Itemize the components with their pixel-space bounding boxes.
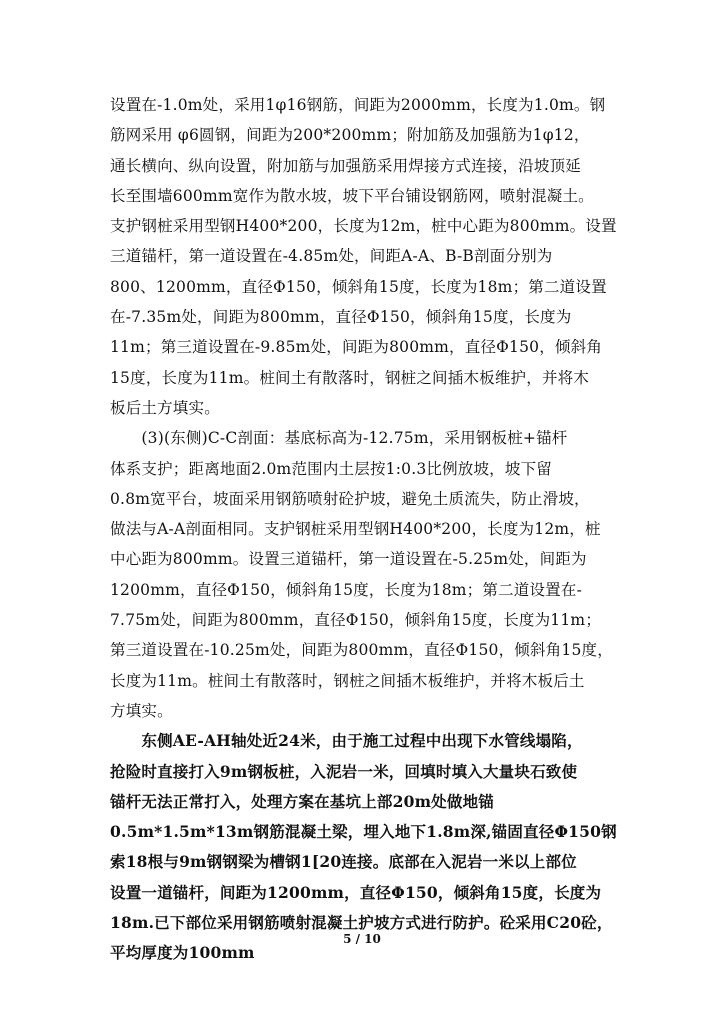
text-line: 1200mm，直径Φ150，倾斜角15度，长度为18m；第二道设置在- — [110, 580, 583, 599]
text-line: 筋网采用 φ6圆钢，间距为200*200mm；附加筋及加强筋为1φ12， — [110, 126, 590, 145]
text-line: 通长横向、纵向设置，附加筋与加强筋采用焊接方式连接，沿坡顶延 — [110, 156, 582, 175]
paragraph-retaining-details — [110, 90, 622, 423]
text-line: 长至围墙600mm宽作为散水坡，坡下平台铺设钢筋网，喷射混凝土。 — [110, 186, 594, 205]
text-line: 0.5m*1.5m*13m钢筋混凝土梁，埋入地下1.8m深,锚固直径Φ150钢 — [110, 822, 617, 842]
text-line: 长度为11m。桩间土有散落时，钢桩之间插木板维护，并将木板后土 — [110, 671, 585, 690]
text-line: 平均厚度为100mm — [110, 943, 255, 963]
text-line: 第三道设置在-10.25m处，间距为800mm，直径Φ150，倾斜角15度， — [110, 641, 613, 660]
text-line: 设置在-1.0m处，采用1φ16钢筋，间距为2000mm，长度为1.0m。钢 — [110, 96, 606, 114]
text-line: 体系支护；距离地面2.0m范围内土层按1:0.3比例放坡，坡下留 — [110, 459, 552, 478]
text-line: 中心距为800mm。设置三道锚杆，第一道设置在-5.25m处，间距为 — [110, 550, 587, 569]
text-line: 抢险时直接打入9m钢板桩，入泥岩一米，回填时填入大量块石致使 — [110, 761, 578, 781]
text-line: 设置一道锚杆，间距为1200mm，直径Φ150，倾斜角15度，长度为 — [110, 882, 602, 902]
page-number: 5 / 10 — [343, 932, 381, 946]
paragraph-east-section-cc — [110, 423, 622, 726]
text-line: 支护钢桩采用型钢H400*200，长度为12m，桩中心距为800mm。设置 — [110, 217, 617, 236]
text-line: 板后土方填实。 — [110, 398, 220, 417]
text-line: 15度，长度为11m。桩间土有散落时，钢桩之间插木板维护，并将木 — [110, 368, 590, 387]
text-line: 在-7.35m处，间距为800mm，直径Φ150，倾斜角15度，长度为 — [110, 308, 572, 327]
text-line: 0.8m宽平台，坡面采用钢筋喷射砼护坡，避免土质流失，防止滑坡， — [110, 489, 590, 508]
text-line: 三道锚杆，第一道设置在-4.85m处，间距A-A、B-B剖面分别为 — [110, 247, 553, 266]
text-line: 做法与A-A剖面相同。支护钢桩采用型钢H400*200，长度为12m，桩 — [110, 520, 601, 539]
text-line: 7.75m处，间距为800mm，直径Φ150，倾斜角15度，长度为11m； — [110, 611, 602, 630]
text-line: 索18根与9m钢钢梁为槽钢1[20连接。底部在入泥岩一米以上部位 — [110, 852, 577, 872]
text-line: 锚杆无法正常打入，处理方案在基坑上部20m处做地锚 — [110, 791, 494, 811]
text-line: 11m；第三道设置在-9.85m处，间距为800mm，直径Φ150，倾斜角 — [110, 338, 603, 357]
text-line: 方填实。 — [110, 701, 173, 720]
text-line: 800、1200mm，直径Φ150，倾斜角15度，长度为18m；第二道设置 — [110, 277, 607, 296]
text-line: 18m.已下部位采用钢筋喷射混凝土护坡方式进行防护。砼采用C20砼， — [110, 913, 613, 933]
document-body — [110, 90, 622, 969]
text-line: 东侧AE-AH轴处近24米，由于施工过程中出现下水管线塌陷， — [110, 731, 583, 751]
text-line: (3)(东侧)C-C剖面：基底标高为-12.75m，采用钢板桩+锚杆 — [110, 429, 568, 448]
